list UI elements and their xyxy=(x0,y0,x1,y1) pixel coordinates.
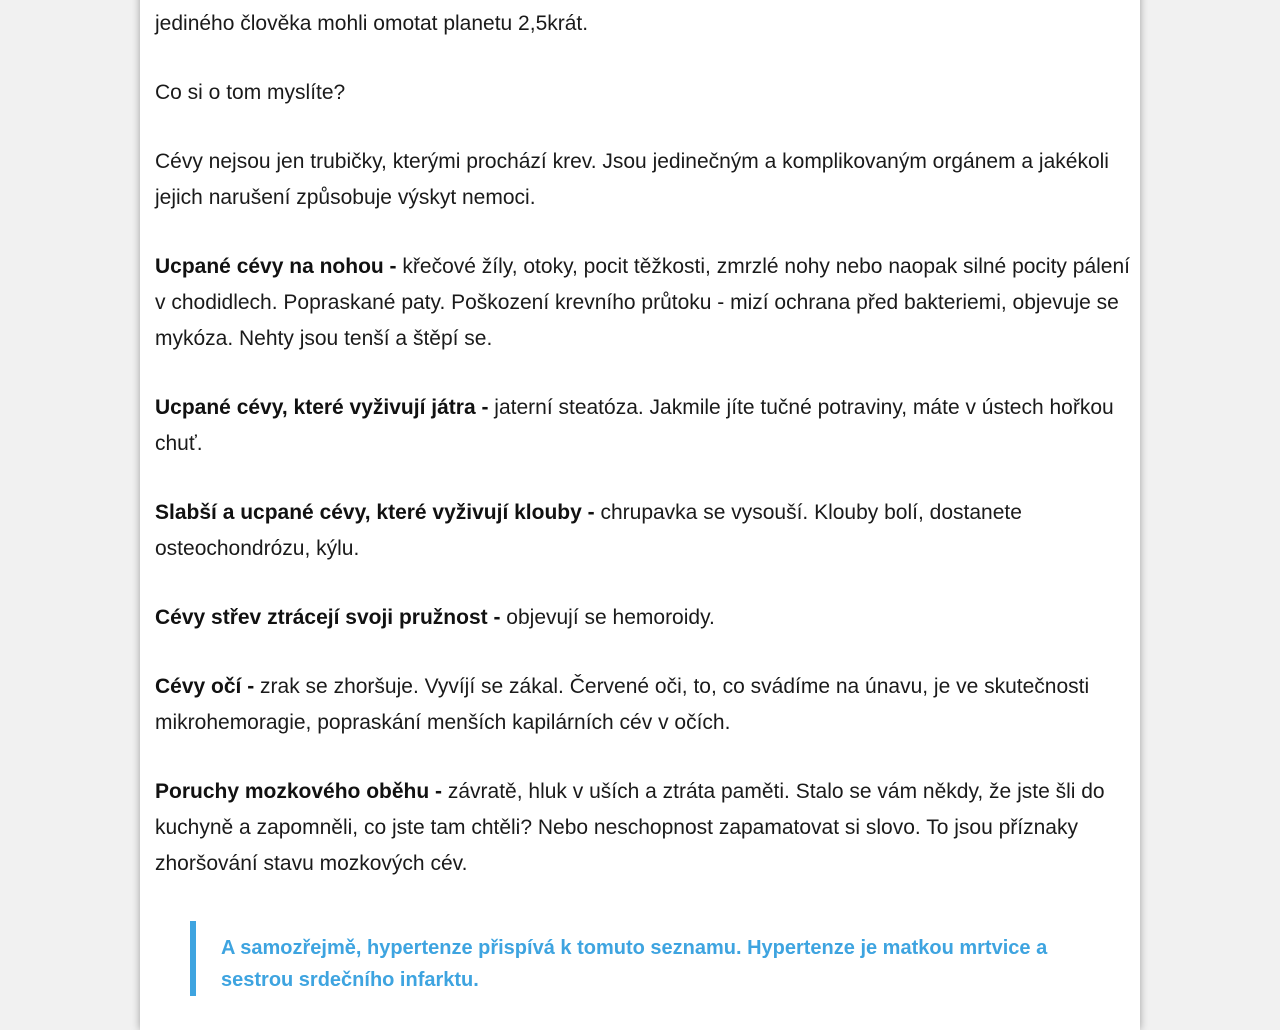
article-body xyxy=(155,6,1130,882)
symptom-text: chrupavka se vysouší. Klouby bolí, dostanete osteochondrózu, kýlu. xyxy=(155,501,1022,560)
symptom-paragraph-intestines xyxy=(155,600,1130,636)
quote-text: A samozřejmě, hypertenze přispívá k tomuto seznamu. Hypertenze je matkou mrtvice a sestrou srdečního infarktu. xyxy=(221,937,1048,991)
symptom-paragraph-brain xyxy=(155,774,1130,882)
symptom-heading: Cévy střev ztrácejí svoji pružnost - xyxy=(155,606,501,629)
symptom-text: zrak se zhoršuje. Vyvíjí se zákal. Červené oči, to, co svádíme na únavu, je ve skutečnosti mikrohemoragie, popraskání menších kapilárních cév v očích. xyxy=(155,675,1090,734)
vessels-intro-paragraph: Cévy nejsou jen trubičky, kterými prochází krev. Jsou jedinečným a komplikovaným orgánem a jakékoli jejich narušení způsobuje výskyt nemoci. xyxy=(155,150,1109,209)
symptom-text: objevují se hemoroidy. xyxy=(500,606,715,629)
symptom-heading: Slabší a ucpané cévy, které vyživují klouby - xyxy=(155,501,595,524)
symptom-heading: Poruchy mozkového oběhu - xyxy=(155,780,443,803)
article-page xyxy=(140,0,1140,1030)
symptom-paragraph-legs xyxy=(155,249,1130,357)
symptom-heading: Cévy očí - xyxy=(155,675,255,698)
question-paragraph: Co si o tom myslíte? xyxy=(155,81,346,104)
symptom-paragraph-liver xyxy=(155,390,1130,462)
symptom-text: křečové žíly, otoky, pocit těžkosti, zmrzlé nohy nebo naopak silné pocity pálení v chodidlech. Popraskané paty. Poškození krevního průtoku - mizí ochrana před bakteriemi, objevuje se mykóza. Nehty jsou tenší a štěpí se. xyxy=(155,255,1130,350)
symptom-text: jaterní steatóza. Jakmile jíte tučné potraviny, máte v ústech hořkou chuť. xyxy=(155,396,1114,455)
highlight-quote xyxy=(190,921,1101,996)
symptom-heading: Ucpané cévy na nohou - xyxy=(155,255,397,278)
symptom-paragraph-joints xyxy=(155,495,1130,567)
symptom-heading: Ucpané cévy, které vyživují játra - xyxy=(155,396,489,419)
symptom-paragraph-eyes xyxy=(155,669,1130,741)
symptom-text: závratě, hluk v uších a ztráta paměti. Stalo se vám někdy, že jste šli do kuchyně a zapomněli, co jste tam chtěli? Nebo neschopnost zapamatovat si slovo. To jsou příznaky zhoršování stavu mozkových cév. xyxy=(155,780,1105,875)
intro-tail-paragraph: jediného člověka mohli omotat planetu 2,5krát. xyxy=(155,12,589,35)
